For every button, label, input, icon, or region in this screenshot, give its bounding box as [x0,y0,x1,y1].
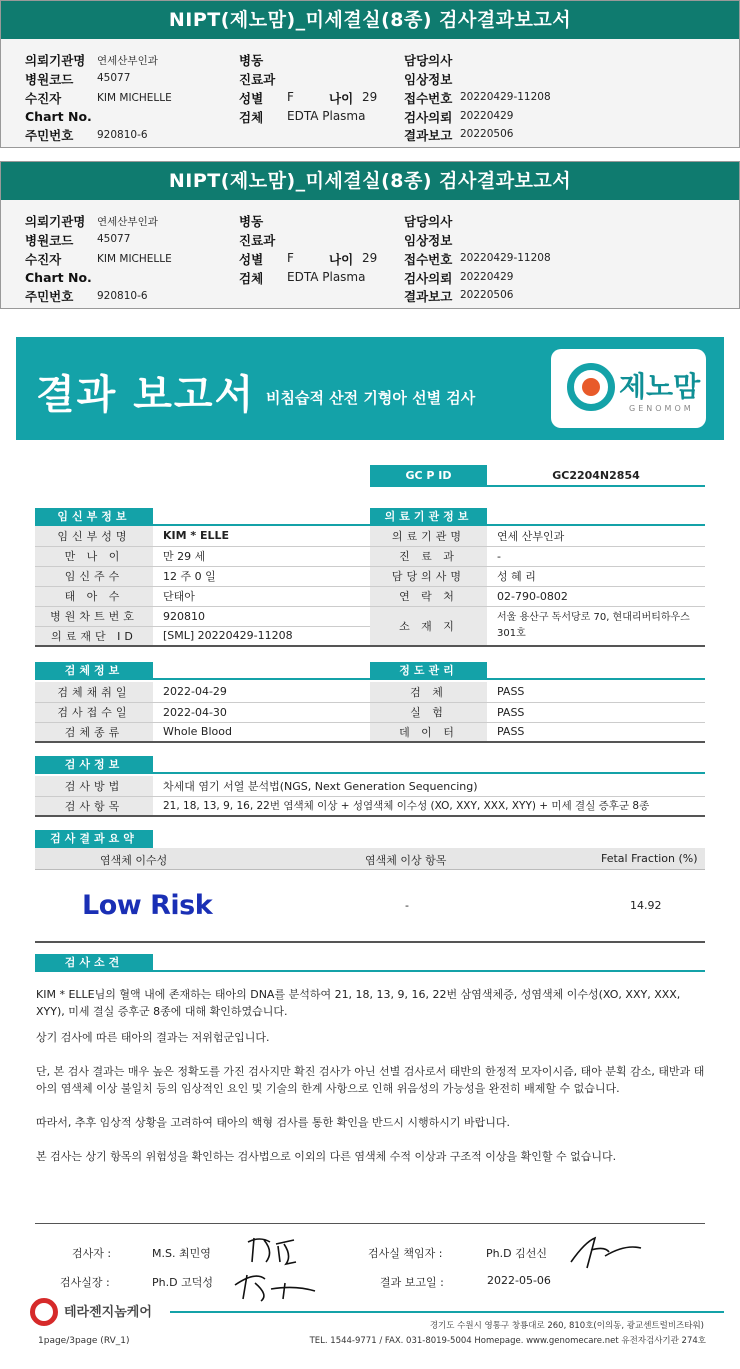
value-sex: F [287,90,294,104]
genomom-logo [551,349,706,428]
footer-rule [170,1311,724,1313]
head-name: Ph.D 고덕성 [152,1276,213,1289]
label-chart: Chart No. [25,270,92,285]
row-label: 임신주수 [35,566,153,586]
row-label: 검사방법 [35,776,153,796]
value-age: 29 [362,251,378,265]
director-signature [565,1232,645,1272]
report-header-2 [0,161,740,309]
row-value: PASS [487,702,705,722]
label-hospital-code: 병원코드 [25,233,74,248]
label-dept: 진료과 [239,72,276,87]
row-label: 만 나 이 [35,546,153,566]
table-row [370,586,705,606]
value-hospital-code: 45077 [97,72,131,84]
row-label: 검 체 [370,682,487,702]
section-test: 검사정보 [35,756,153,774]
value-institution: 연세산부인과 [97,55,158,67]
section-institution: 의료기관정보 [370,508,487,526]
table-row [370,566,705,586]
label-specimen: 검체 [239,110,264,125]
value-patient: KIM MICHELLE [97,253,172,265]
summary-header [35,848,705,870]
row-label: 담당의사명 [370,566,487,586]
tester-label: 검사자 : [72,1247,112,1260]
director-label: 검사실 책임자 : [368,1247,443,1260]
footer-brand: 테라젠지놈케어 [64,1305,152,1320]
label-dept: 진료과 [239,233,276,248]
section-findings: 검사소견 [35,954,153,972]
table-row [35,526,370,546]
label-patient: 수진자 [25,91,62,106]
row-label: 진 료 과 [370,546,487,566]
row-label: 검체채취일 [35,682,153,702]
test-table [35,776,705,817]
findings-p3: 단, 본 검사 결과는 매우 높은 정확도를 가진 검사지만 확진 검사가 아닌 선별 검사로서 태반의 한정적 모자이시즘, 태아 분획 감소, 태반과 태아의 염색체 이상 불일치 등의 임상적인 요인 및 기술의 한계 사항으로 인해 위음성의 가능성을 완전히 배제할 수 없습니다. [36,1065,705,1095]
label-sex: 성별 [239,91,264,106]
row-value: 만 29 세 [153,546,370,566]
summary-bottom-rule [35,941,705,943]
section-pregnant: 임신부정보 [35,508,153,526]
row-label: 검체종류 [35,722,153,742]
label-receipt: 접수번호 [404,252,453,267]
row-value: PASS [487,682,705,702]
label-specimen: 검체 [239,271,264,286]
label-doctor: 담당의사 [404,53,453,68]
signature-rule [35,1223,705,1224]
row-label: 검사접수일 [35,702,153,722]
summary-col-aneuploidy: 염색체 이수성 [100,854,168,867]
head-signature [225,1265,320,1305]
row-value: KIM * ELLE [153,526,370,546]
label-ward: 병동 [239,214,264,229]
specimen-table [35,682,370,743]
gcp-id-value: GC2204N2854 [487,465,705,487]
table-row [370,526,705,546]
label-id-no: 주민번호 [25,289,74,304]
row-label: 실 험 [370,702,487,722]
table-row [35,586,370,606]
row-value: 단태아 [153,586,370,606]
row-value: 920810 [153,606,370,626]
row-value: Whole Blood [153,722,370,742]
row-label: 데 이 터 [370,722,487,742]
label-age: 나이 [329,252,354,267]
value-specimen: EDTA Plasma [287,109,366,123]
row-label: 검사항목 [35,796,153,816]
label-chart: Chart No. [25,109,92,124]
section-line [35,678,370,680]
director-name: Ph.D 김선신 [486,1247,547,1260]
qc-table [370,682,705,743]
footer-address: 경기도 수원시 영통구 창룡대로 260, 810호(이의동, 광교센트럴비즈타워) [429,1321,704,1331]
terragen-logo-icon [30,1298,58,1326]
label-institution: 의뢰기관명 [25,53,86,68]
table-row [370,682,705,702]
findings-p2: 상기 검사에 따른 태아의 결과는 저위험군입니다. [36,1031,270,1044]
label-id-no: 주민번호 [25,128,74,143]
row-value: 연세 산부인과 [487,526,705,546]
label-request: 검사의뢰 [404,271,453,286]
label-sex: 성별 [239,252,264,267]
value-id-no: 920810-6 [97,290,148,302]
address-line-1: 서울 용산구 독서당로 70, 현대리버티하우스 [497,611,690,623]
row-value: PASS [487,722,705,742]
summary-ff-value: 14.92 [630,899,662,912]
logo-name: 제노맘 [619,370,701,403]
table-row [35,546,370,566]
label-report: 결과보고 [404,289,453,304]
header-title: NIPT(제노맘)_미세결실(8종) 검사결과보고서 [1,1,739,39]
section-summary: 검사결과요약 [35,830,153,848]
value-receipt: 20220429-11208 [460,91,551,103]
table-row [35,722,370,742]
section-qc: 정도관리 [370,662,487,680]
value-hospital-code: 45077 [97,233,131,245]
table-row [35,606,370,626]
label-clinical: 임상정보 [404,72,453,87]
footer-page: 1page/3page (RV_1) [38,1336,130,1346]
row-label: 태 아 수 [35,586,153,606]
summary-col-abnormal: 염색체 이상 항목 [365,854,447,867]
value-report: 20220506 [460,289,514,301]
value-specimen: EDTA Plasma [287,270,366,284]
address-line-2: 301호 [497,627,526,639]
section-line [35,970,705,972]
table-row [35,776,705,796]
report-date: 2022-05-06 [487,1274,551,1287]
findings-p4: 따라서, 추후 임상적 상황을 고려하여 태아의 핵형 검사를 통한 확인을 반드시 시행하시기 바랍니다. [36,1116,510,1129]
date-label: 결과 보고일 : [380,1276,444,1289]
tester-name: M.S. 최민영 [152,1247,211,1260]
row-value: 차세대 염기 서열 분석법(NGS, Next Generation Sequencing) [153,776,705,796]
row-label: 병원차트번호 [35,606,153,626]
row-label: 의료기관명 [370,526,487,546]
banner-title: 결과 보고서 [36,372,256,418]
label-institution: 의뢰기관명 [25,214,86,229]
report-header-1 [0,0,740,148]
header-title: NIPT(제노맘)_미세결실(8종) 검사결과보고서 [1,162,739,200]
row-value: 02-790-0802 [487,586,705,606]
table-row [35,566,370,586]
result-banner [16,337,724,440]
table-row [370,702,705,722]
section-line [370,678,705,680]
gcp-id-label: GC P ID [370,465,487,487]
findings-p5: 본 검사는 상기 항목의 위험성을 확인하는 검사법으로 이외의 다른 염색체 수적 이상과 구조적 이상을 확인할 수 없습니다. [36,1150,617,1163]
value-patient: KIM MICHELLE [97,92,172,104]
address-value [487,606,705,646]
logo-eng: GENOMOM [629,404,694,413]
row-value: [SML] 20220429-11208 [153,626,370,646]
value-request: 20220429 [460,110,514,122]
value-id-no: 920810-6 [97,129,148,141]
table-row [35,626,370,646]
value-sex: F [287,251,294,265]
label-receipt: 접수번호 [404,91,453,106]
table-row [370,606,705,646]
row-value: 성 혜 리 [487,566,705,586]
pregnant-table [35,526,370,647]
result-low-risk: Low Risk [82,890,213,921]
footer-contact: TEL. 1544-9771 / FAX. 031-8019-5004 Homepage. www.genomecare.net 유전자검사기관 274호 [309,1336,706,1346]
label-hospital-code: 병원코드 [25,72,74,87]
value-receipt: 20220429-11208 [460,252,551,264]
head-label: 검사실장 : [60,1276,110,1289]
row-label: 소 재 지 [370,606,487,646]
row-value: 21, 18, 13, 9, 16, 22번 염색체 이상 + 성염색체 이수성 (XO, XXY, XXX, XYY) + 미세 결실 증후군 8종 [153,796,705,816]
row-label: 임신부성명 [35,526,153,546]
tester-signature [240,1232,300,1268]
table-row [35,702,370,722]
value-request: 20220429 [460,271,514,283]
label-doctor: 담당의사 [404,214,453,229]
row-value: - [487,546,705,566]
table-row [35,682,370,702]
findings-p1: KIM * ELLE님의 혈액 내에 존재하는 태아의 DNA를 분석하여 21, 18, 13, 9, 16, 22번 삼염색체증, 성염색체 이수성(XO, XXY, XXX, XYY), 미세 결실 증후군 8종에 대해 확인하였습니다. [36,988,681,1018]
table-row [35,796,705,816]
row-label: 연 락 처 [370,586,487,606]
section-line [35,772,705,774]
label-clinical: 임상정보 [404,233,453,248]
row-value: 12 주 0 일 [153,566,370,586]
genomom-logo-icon [567,363,615,411]
summary-abnormal-value: - [405,899,409,912]
value-report: 20220506 [460,128,514,140]
value-institution: 연세산부인과 [97,216,158,228]
label-request: 검사의뢰 [404,110,453,125]
institution-table [370,526,705,647]
banner-subtitle: 비침습적 산전 기형아 선별 검사 [266,389,476,407]
label-ward: 병동 [239,53,264,68]
row-value: 2022-04-30 [153,702,370,722]
row-label: 의료재단 ID [35,626,153,646]
value-age: 29 [362,90,378,104]
table-row [370,722,705,742]
label-report: 결과보고 [404,128,453,143]
label-patient: 수진자 [25,252,62,267]
row-value: 2022-04-29 [153,682,370,702]
table-row [370,546,705,566]
summary-col-ff: Fetal Fraction (%) [601,852,698,865]
label-age: 나이 [329,91,354,106]
section-specimen: 검체정보 [35,662,153,680]
